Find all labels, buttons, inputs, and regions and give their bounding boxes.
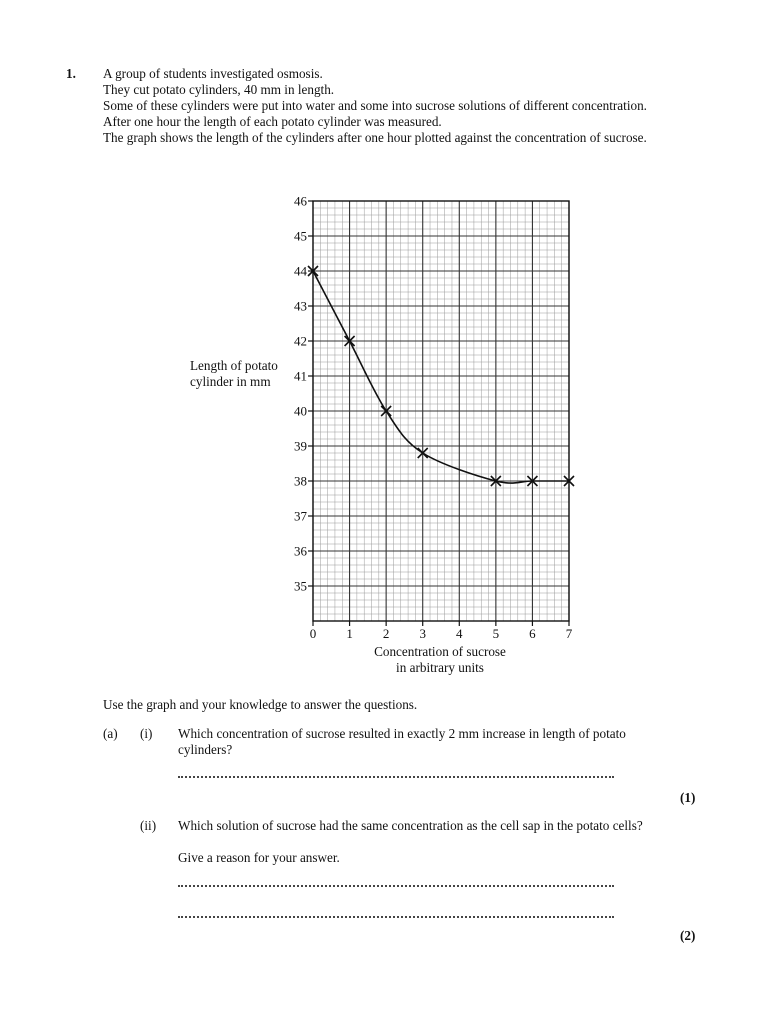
y-tick-label: 36 bbox=[294, 543, 307, 559]
x-tick-label: 7 bbox=[565, 626, 573, 641]
answer-line-i[interactable] bbox=[178, 774, 614, 778]
y-tick-label: 39 bbox=[294, 438, 307, 454]
intro-line: They cut potato cylinders, 40 mm in length. bbox=[103, 82, 335, 97]
data-line bbox=[313, 271, 569, 483]
question-number: 1. bbox=[66, 66, 76, 81]
x-tick-label: 5 bbox=[492, 626, 500, 641]
y-tick-label: 40 bbox=[294, 403, 307, 419]
y-tick-label: 46 bbox=[294, 193, 307, 209]
x-tick-label: 0 bbox=[309, 626, 317, 641]
marks-i: (1) bbox=[680, 790, 696, 805]
intro-line: The graph shows the length of the cylinders after one hour plotted against the concentration of sucrose. bbox=[103, 130, 647, 145]
x-tick-label: 6 bbox=[529, 626, 536, 641]
x-tick-label: 4 bbox=[456, 626, 463, 641]
y-tick-label: 42 bbox=[294, 333, 307, 349]
y-axis-label-line: Length of potato bbox=[190, 358, 278, 373]
intro-line: Some of these cylinders were put into water and some into sucrose solutions of different concentration. bbox=[103, 98, 647, 113]
x-tick-label: 3 bbox=[419, 626, 426, 641]
answer-line-ii-1[interactable] bbox=[178, 883, 614, 887]
part-ii-question: Which solution of sucrose had the same concentration as the cell sap in the potato cells? bbox=[178, 818, 643, 833]
instruction-text: Use the graph and your knowledge to answer the questions. bbox=[103, 697, 418, 712]
x-axis-label bbox=[340, 644, 540, 676]
marks-ii: (2) bbox=[680, 928, 696, 943]
part-ii-reason-prompt: Give a reason for your answer. bbox=[178, 850, 340, 865]
x-tick-label: 1 bbox=[346, 626, 353, 641]
y-tick-label: 44 bbox=[294, 263, 307, 279]
part-i-label: (i) bbox=[140, 726, 153, 741]
answer-line-ii-2[interactable] bbox=[178, 914, 614, 918]
x-axis-label-line: in arbitrary units bbox=[396, 660, 484, 675]
intro-line: A group of students investigated osmosis. bbox=[103, 66, 323, 81]
y-tick-label: 38 bbox=[294, 473, 307, 489]
y-tick-label: 43 bbox=[294, 298, 307, 314]
part-i-question: Which concentration of sucrose resulted in exactly 2 mm increase in length of potato cylinders? bbox=[178, 726, 626, 757]
y-tick-label: 35 bbox=[294, 578, 307, 594]
part-a-label: (a) bbox=[103, 726, 118, 741]
y-tick-label: 37 bbox=[294, 508, 307, 524]
y-tick-label: 45 bbox=[294, 228, 307, 244]
intro-line: After one hour the length of each potato cylinder was measured. bbox=[103, 114, 442, 129]
y-tick-label: 41 bbox=[294, 368, 307, 384]
x-tick-label: 2 bbox=[382, 626, 390, 641]
x-axis-label-line: Concentration of sucrose bbox=[374, 644, 506, 659]
y-axis-label-line: cylinder in mm bbox=[190, 374, 271, 389]
part-ii-label: (ii) bbox=[140, 818, 157, 833]
